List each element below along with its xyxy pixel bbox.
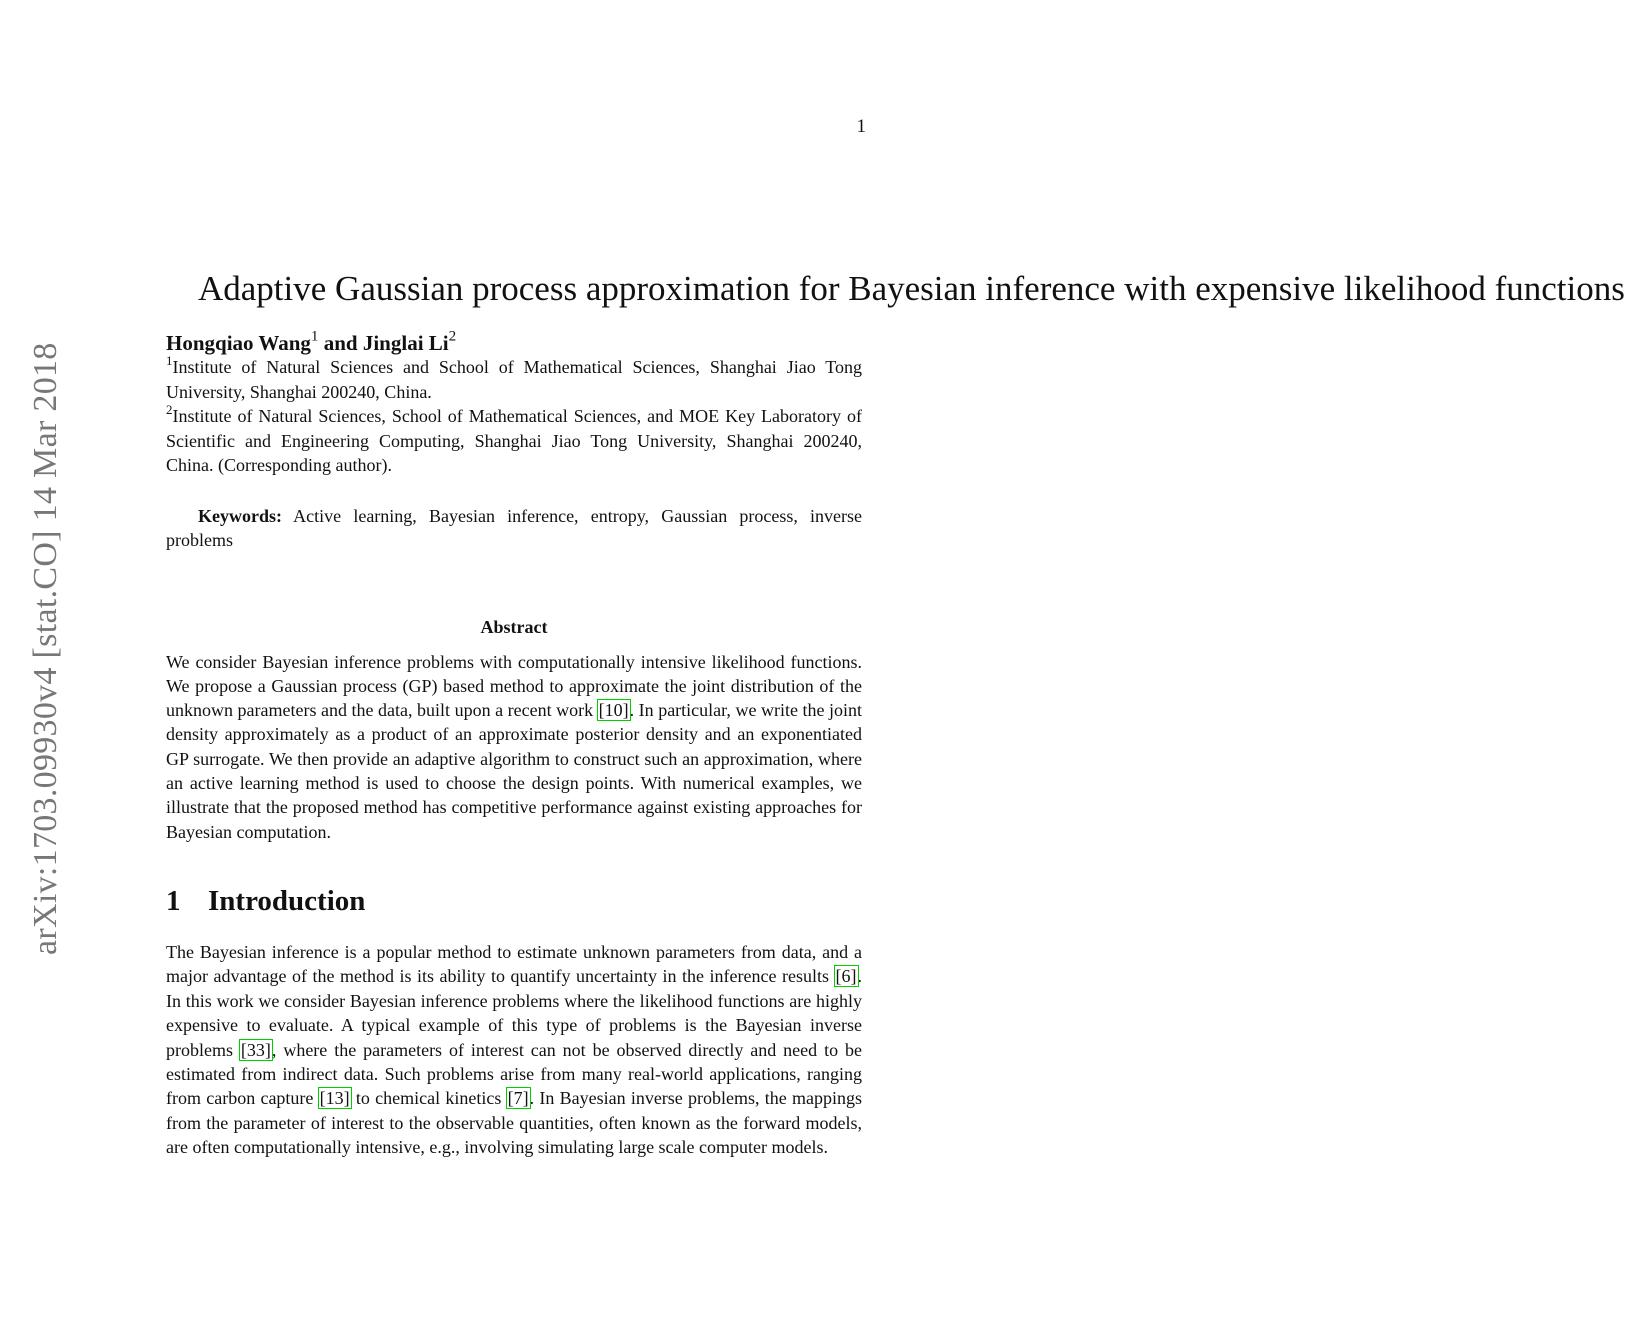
- keywords-label: Keywords:: [198, 505, 282, 526]
- paragraph-text: , where the parameters of interest can not be observed directly and need to be estimated from indirect data. Such problems arise from many real-world applications, ranging from carbon capture: [166, 1039, 862, 1109]
- citation-link[interactable]: [13]: [319, 1088, 350, 1109]
- affiliation-mark: 1: [310, 328, 319, 345]
- affiliation-text: Institute of Natural Sciences, School of Mathematical Sciences, and MOE Key Laboratory of Scientific and Engineering Computing, Shanghai Jiao Tong University, Shanghai 200240, China. (Corresponding author).: [166, 406, 862, 475]
- keywords: [166, 504, 862, 553]
- author-name: Jinglai Li: [362, 331, 449, 355]
- abstract-body: [166, 650, 862, 844]
- section-title: Introduction: [208, 884, 366, 917]
- affiliation-text: Institute of Natural Sciences and School of Mathematical Sciences, Shanghai Jiao Tong University, Shanghai 200240, China.: [166, 357, 862, 402]
- abstract-text: . In particular, we write the joint density approximately as a product of an approximate posterior density and an exponentiated GP surrogate. We then provide an adaptive algorithm to construct such an approximation, where an active learning method is used to choose the design points. With numerical examples, we illustrate that the proposed method has competitive performance against existing approaches for Bayesian computation.: [166, 700, 863, 842]
- affiliation-mark: 2: [448, 328, 457, 345]
- affiliation: [166, 401, 862, 478]
- citation-link[interactable]: [7]: [507, 1088, 529, 1109]
- arxiv-identifier: arXiv:1703.09930v4 [stat.CO] 14 Mar 2018: [27, 342, 64, 955]
- section-paragraph: [166, 940, 862, 1160]
- citation-link[interactable]: [6]: [835, 966, 857, 987]
- author-name: Hongqiao Wang: [166, 331, 311, 355]
- paper-title: Adaptive Gaussian process approximation for Bayesian inference with expensive likelihood functions: [198, 269, 1625, 308]
- section-number: 1: [166, 884, 181, 917]
- affiliation-mark: 2: [166, 401, 173, 417]
- abstract-heading: Abstract: [480, 616, 548, 637]
- paragraph-text: . In this work we consider Bayesian inference problems where the likelihood functions are highly expensive to evaluate. A typical example of this type of problems is the Bayesian inverse problems: [166, 966, 862, 1060]
- affiliation: [166, 352, 862, 404]
- abstract-text: We consider Bayesian inference problems with computationally intensive likelihood functions. We propose a Gaussian process (GP) based method to approximate the joint distribution of the unknown parameters and the data, built upon a recent work: [166, 651, 862, 721]
- author-conjunction: and: [318, 331, 363, 355]
- paragraph-text: . In Bayesian inverse problems, the mappings from the parameter of interest to the observable quantities, often known as the forward models, are often computationally intensive, e.g., involving simulating large scale computer models.: [166, 1088, 863, 1158]
- citation-link[interactable]: [33]: [240, 1039, 271, 1060]
- paper-body: [166, 269, 1625, 1160]
- citation-link[interactable]: [10]: [598, 700, 629, 721]
- affiliation-mark: 1: [166, 352, 173, 368]
- paragraph-text: to chemical kinetics: [350, 1088, 507, 1109]
- keywords-text: Active learning, Bayesian inference, entropy, Gaussian process, inverse problems: [166, 505, 862, 550]
- section-heading: [166, 884, 862, 918]
- paragraph-text: The Bayesian inference is a popular method to estimate unknown parameters from data, and a major advantage of the method is its ability to quantify uncertainty in the inference results: [166, 941, 862, 987]
- page-number: 1: [856, 116, 866, 137]
- author-line: [166, 328, 862, 355]
